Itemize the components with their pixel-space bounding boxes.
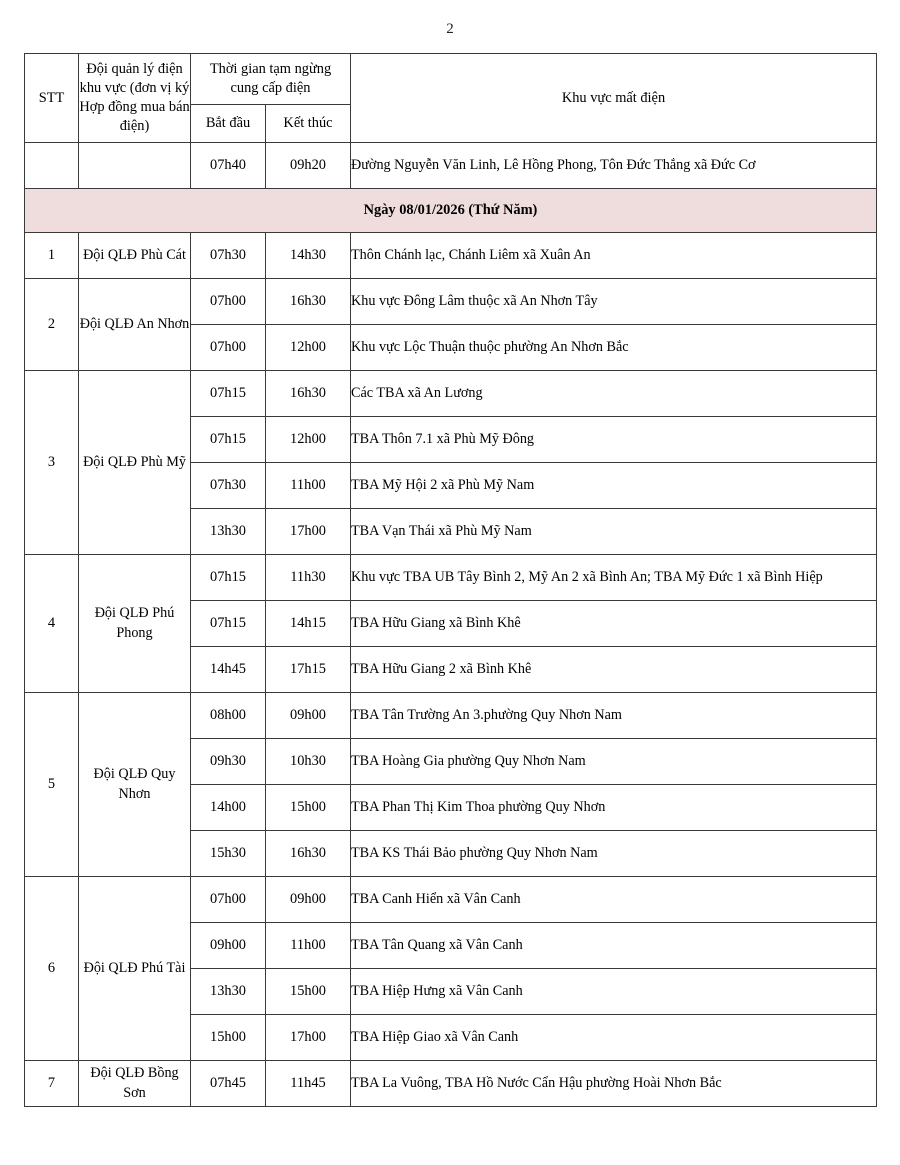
cell-stt	[25, 143, 79, 189]
cell-end-time: 15h00	[266, 969, 351, 1015]
cell-end-time: 16h30	[266, 371, 351, 417]
cell-area: TBA Hữu Giang xã Bình Khê	[351, 601, 877, 647]
cell-start-time: 14h45	[191, 647, 266, 693]
table-row	[25, 279, 877, 325]
table-row	[25, 371, 877, 417]
cell-area: TBA Tân Quang xã Vân Canh	[351, 923, 877, 969]
cell-start-time: 07h30	[191, 233, 266, 279]
header-row-primary	[25, 54, 877, 105]
cell-start-time: 07h00	[191, 279, 266, 325]
cell-stt: 2	[25, 279, 79, 371]
cell-start-time: 07h40	[191, 143, 266, 189]
cell-end-time: 11h00	[266, 923, 351, 969]
cell-start-time: 07h15	[191, 417, 266, 463]
cell-end-time: 16h30	[266, 279, 351, 325]
cell-stt: 4	[25, 555, 79, 693]
cell-start-time: 07h30	[191, 463, 266, 509]
table-row	[25, 233, 877, 279]
cell-area: TBA Thôn 7.1 xã Phù Mỹ Đông	[351, 417, 877, 463]
cell-start-time: 13h30	[191, 509, 266, 555]
cell-area: Khu vực Lộc Thuận thuộc phường An Nhơn Bắc	[351, 325, 877, 371]
cell-area: TBA Mỹ Hội 2 xã Phù Mỹ Nam	[351, 463, 877, 509]
cell-end-time: 10h30	[266, 739, 351, 785]
cell-team: Đội QLĐ Phú Phong	[79, 555, 191, 693]
cell-start-time: 07h15	[191, 371, 266, 417]
column-header-time-group: Thời gian tạm ngừng cung cấp điện	[191, 54, 351, 105]
cell-end-time: 09h00	[266, 693, 351, 739]
cell-area: TBA Hiệp Giao xã Vân Canh	[351, 1015, 877, 1061]
column-header-end-time: Kết thúc	[266, 105, 351, 143]
column-header-area: Khu vực mất điện	[351, 54, 877, 143]
day-banner-label: Ngày 08/01/2026 (Thứ Năm)	[25, 189, 877, 233]
page-number: 2	[446, 21, 454, 37]
cell-end-time: 14h15	[266, 601, 351, 647]
column-header-stt: STT	[25, 54, 79, 143]
cell-area: TBA Canh Hiển xã Vân Canh	[351, 877, 877, 923]
cell-team: Đội QLĐ Phú Tài	[79, 877, 191, 1061]
cell-end-time: 09h00	[266, 877, 351, 923]
table-row	[25, 555, 877, 601]
cell-stt: 3	[25, 371, 79, 555]
cell-start-time: 08h00	[191, 693, 266, 739]
table-row	[25, 877, 877, 923]
cell-start-time: 13h30	[191, 969, 266, 1015]
cell-area: TBA La Vuông, TBA Hồ Nước Cẩn Hậu phường Hoài Nhơn Bắc	[351, 1061, 877, 1107]
cell-end-time: 09h20	[266, 143, 351, 189]
cell-start-time: 09h30	[191, 739, 266, 785]
cell-end-time: 17h00	[266, 1015, 351, 1061]
cell-end-time: 17h00	[266, 509, 351, 555]
column-header-team: Đội quản lý điện khu vực (đơn vị ký Hợp đồng mua bán điện)	[79, 54, 191, 143]
cell-end-time: 17h15	[266, 647, 351, 693]
table-header	[25, 54, 877, 143]
cell-area: TBA Phan Thị Kim Thoa phường Quy Nhơn	[351, 785, 877, 831]
table-container	[0, 37, 900, 1107]
day-banner-row	[25, 189, 877, 233]
cell-start-time: 15h00	[191, 1015, 266, 1061]
cell-end-time: 14h30	[266, 233, 351, 279]
cell-start-time: 07h15	[191, 555, 266, 601]
cell-start-time: 09h00	[191, 923, 266, 969]
cell-start-time: 07h00	[191, 877, 266, 923]
cell-team: Đội QLĐ Phù Mỹ	[79, 371, 191, 555]
cell-end-time: 11h30	[266, 555, 351, 601]
cell-start-time: 07h45	[191, 1061, 266, 1107]
cell-stt: 1	[25, 233, 79, 279]
cell-start-time: 07h15	[191, 601, 266, 647]
cell-stt: 7	[25, 1061, 79, 1107]
cell-area: TBA Vạn Thái xã Phù Mỹ Nam	[351, 509, 877, 555]
cell-start-time: 07h00	[191, 325, 266, 371]
table-row	[25, 693, 877, 739]
table-body	[25, 143, 877, 1107]
cell-team: Đội QLĐ Phù Cát	[79, 233, 191, 279]
cell-end-time: 16h30	[266, 831, 351, 877]
power-outage-schedule-table	[24, 53, 877, 1107]
cell-stt: 6	[25, 877, 79, 1061]
cell-end-time: 15h00	[266, 785, 351, 831]
cell-end-time: 12h00	[266, 325, 351, 371]
column-header-start-time: Bắt đầu	[191, 105, 266, 143]
cell-area: TBA Hữu Giang 2 xã Bình Khê	[351, 647, 877, 693]
cell-area: Đường Nguyễn Văn Linh, Lê Hồng Phong, Tôn Đức Thắng xã Đức Cơ	[351, 143, 877, 189]
table-row	[25, 143, 877, 189]
cell-end-time: 11h00	[266, 463, 351, 509]
cell-team: Đội QLĐ Quy Nhơn	[79, 693, 191, 877]
cell-stt: 5	[25, 693, 79, 877]
cell-team: Đội QLĐ Bồng Sơn	[79, 1061, 191, 1107]
cell-start-time: 15h30	[191, 831, 266, 877]
cell-area: Các TBA xã An Lương	[351, 371, 877, 417]
cell-area: TBA Hoàng Gia phường Quy Nhơn Nam	[351, 739, 877, 785]
cell-end-time: 12h00	[266, 417, 351, 463]
cell-area: Khu vực Đông Lâm thuộc xã An Nhơn Tây	[351, 279, 877, 325]
table-row	[25, 1061, 877, 1107]
cell-team: Đội QLĐ An Nhơn	[79, 279, 191, 371]
cell-team	[79, 143, 191, 189]
cell-area: TBA Hiệp Hưng xã Vân Canh	[351, 969, 877, 1015]
cell-area: TBA Tân Trường An 3.phường Quy Nhơn Nam	[351, 693, 877, 739]
cell-area: Khu vực TBA UB Tây Bình 2, Mỹ An 2 xã Bình An; TBA Mỹ Đức 1 xã Bình Hiệp	[351, 555, 877, 601]
cell-end-time: 11h45	[266, 1061, 351, 1107]
cell-area: Thôn Chánh lạc, Chánh Liêm xã Xuân An	[351, 233, 877, 279]
cell-start-time: 14h00	[191, 785, 266, 831]
cell-area: TBA KS Thái Bảo phường Quy Nhơn Nam	[351, 831, 877, 877]
